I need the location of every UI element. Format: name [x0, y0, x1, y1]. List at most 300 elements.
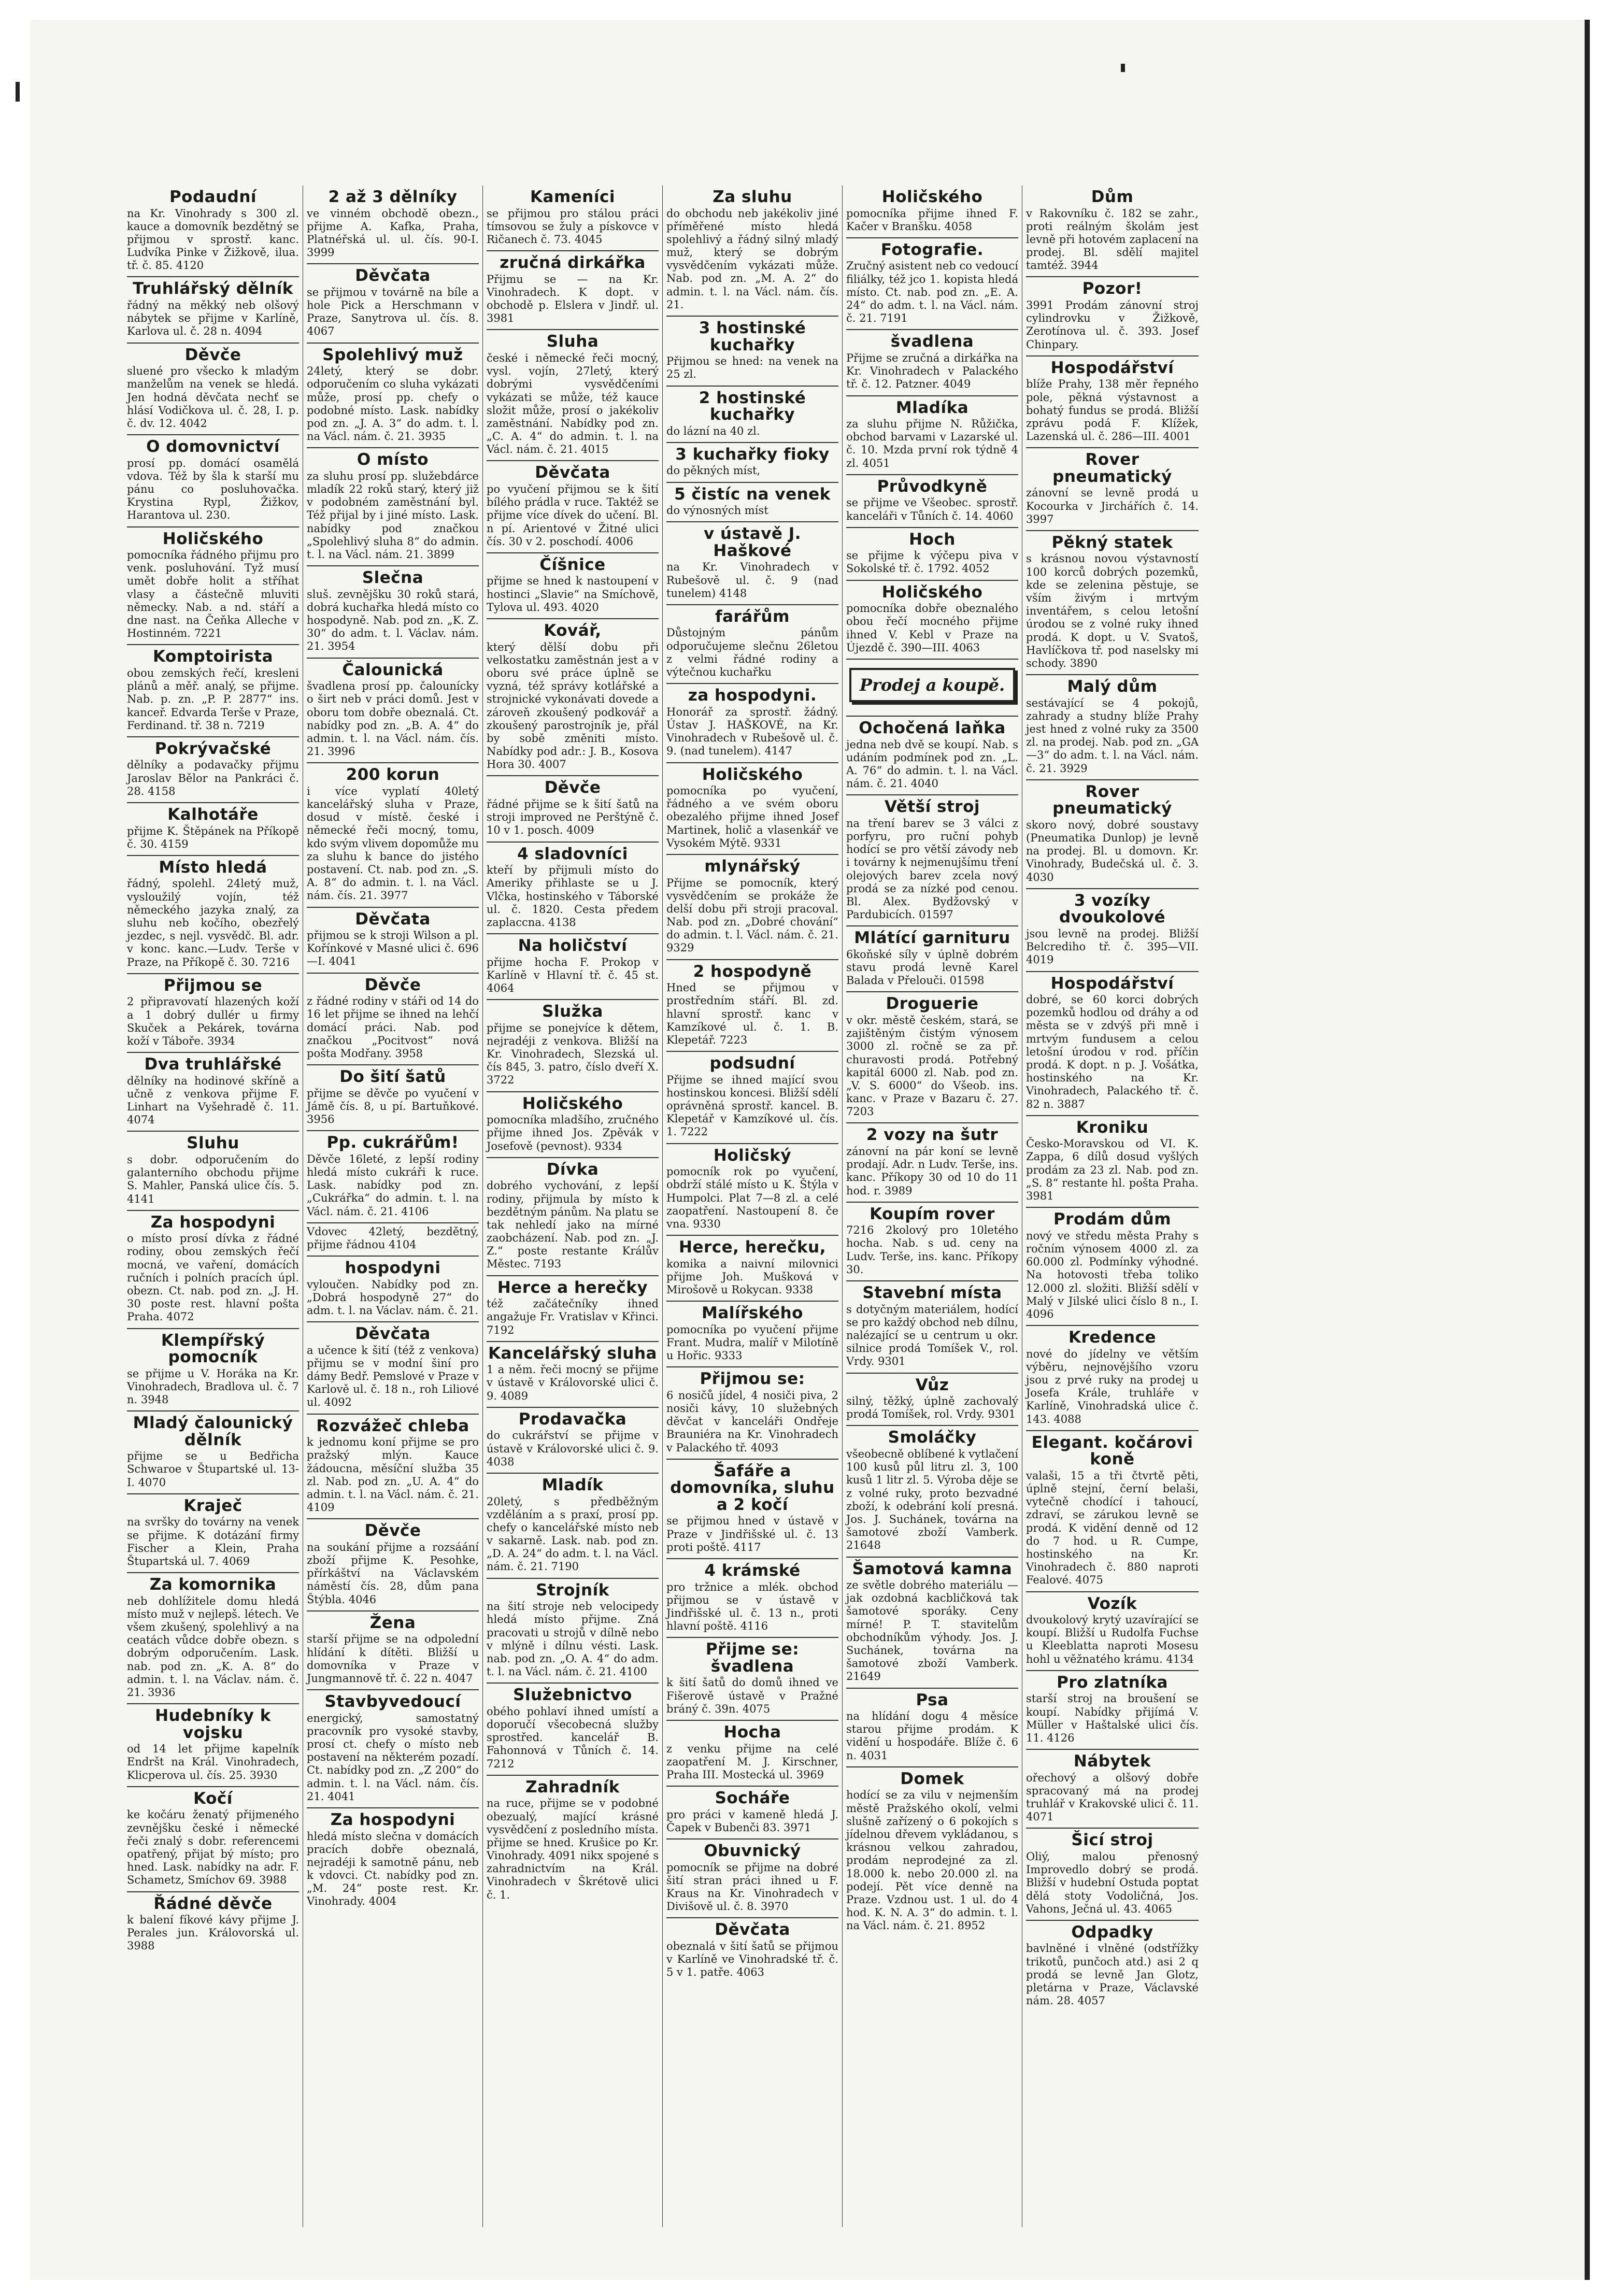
ad-body: Honorář za sprostř. žádný. Ústav J. HAŠKOVÉ, na Kr. Vinohradech v Rubešově ul. č. 9. (nad tunelem). 4147	[666, 705, 838, 758]
ad-headline: Kancelářský sluha	[488, 1344, 657, 1363]
classified-ad	[307, 763, 479, 907]
ad-headline: Klempířský pomocník	[161, 1331, 265, 1367]
ad-headline: Holičského	[881, 582, 983, 602]
ad-headline: Kovář,	[544, 621, 602, 640]
ad-headline: O domovnictví	[146, 437, 280, 457]
classified-ad	[307, 566, 479, 658]
classified-ad	[846, 581, 1018, 660]
ad-headline: Průvodkyně	[877, 477, 988, 496]
ad-body: skoro nový, dobré soustavy (Pneumatika Dunlop) je levně na prodej. Bl. u domovn. Kr. Vinohrady, Budečská ul. č. 3. 4030	[1026, 818, 1199, 883]
ad-body: dobrého vychování, z lepší rodiny, přijmula by místo k bezdětným pánům. Na platu se tak nehledí jako na mírné zaobcházení. Nab. pod zn. „J. Z.“ poste restante Králův Městec. 7193	[487, 1179, 659, 1271]
ad-body: v Rakovníku č. 182 se zahr., proti reálným školám jest levně při hotovém zaplacení na prodej. Bl. sdělí majitel tamtéž. 3944	[1026, 207, 1199, 272]
ad-body: na tření barev se 3 válci z porfyru, pro ruční pohyb hodící se pro větší závody neb i továrny k nejmenujšímu tření olejových barev zcela nový prodá se za nízké pod cenou. Bl. Alex. Bydžovský v Pardubicích. 01597	[846, 817, 1018, 921]
ad-body: obého pohlaví ihned umístí a doporučí všecobecná služby sprostřed. kancelář B. Fahonnová v Tůních č. 14. 7212	[487, 1705, 659, 1770]
classified-ad	[1026, 1116, 1199, 1208]
ad-body: starší přijme se na odpolední hlídání k dítěti. Bližší u domovníka v Praze v Jungmannově tř. č. 22 n. 4047	[307, 1633, 479, 1685]
section-heading-box: Prodej a koupě.	[849, 668, 1015, 702]
classified-column	[843, 186, 1022, 2227]
classified-ad	[846, 1426, 1018, 1557]
ad-body: starší stroj na broušení se koupí. Nabídky přijímá V. Müller v Haštalské ulici čís. 11. 4126	[1026, 1692, 1199, 1744]
classified-ad	[487, 1408, 659, 1474]
ad-headline: Pokrývačské	[154, 739, 272, 758]
ad-headline: Pozor!	[1082, 279, 1143, 298]
ad-body: silný, těžký, úplně zachovalý prodá Tomíšek, rol. Vrdy. 9301	[846, 1395, 1018, 1421]
ad-headline: za hospodyni.	[688, 686, 817, 705]
ad-headline: 2 až 3 dělníky	[328, 188, 458, 206]
classified-ad	[1026, 356, 1199, 448]
classified-ad	[487, 1000, 659, 1092]
ad-body: nové do jídelny ve větším výběru, nejnovějšího vzoru jsou z prvé ruky na prodej u Josefa Krále, truhláře v Karlíně, Vinohradská ulice č. 143. 4088	[1026, 1347, 1199, 1425]
classified-ad	[487, 1158, 659, 1276]
ad-body: za sluhu prosí pp. služebdárce mladík 22 roků starý, který již v podobném zaměstnání byl. Též přijal by i jiné místo. Lask. nabídky pod značkou „Spolehlivý sluha 8“ do admin. t. l. na Václ. nám. 21. 3899	[307, 469, 479, 561]
classified-ad	[487, 461, 659, 553]
classified-ad	[127, 435, 299, 527]
ad-body: na šití stroje neb velocipedy hledá místo přijme. Zná pracovati u strojů v dílně nebo v mlýně i dílnu vésti. Lask. nab. pod zn. „O. A. 4“ do adm. t. l. na Václ. nám. č. 21. 4100	[487, 1600, 659, 1678]
classified-ad	[487, 1684, 659, 1775]
ad-headline: Strojník	[536, 1580, 609, 1600]
classified-column	[663, 186, 843, 2227]
classified-ad	[127, 1211, 299, 1329]
classified-ad	[307, 1690, 479, 1808]
ad-body: řádné přijme se k šití šatů na stroji improved ne Perštýně č. 10 v 1. posch. 4009	[487, 798, 659, 837]
classified-ad	[1026, 889, 1199, 972]
ad-body: energický, samostatný pracovník pro vysoké stavby, prosí ct. chefy o místo neb postavení na některém pozadí. Ct. nabídky pod zn. „Z 200“ do admin. t. l. na Václ. nám. čís. 21. 4041	[307, 1712, 479, 1803]
ad-body: Hned se přijmou v prostředním stáří. Bl. zd. hlavní sprostř. kanc v Kamzíkové ul. č. 1. B. Klepetář. 7223	[666, 981, 838, 1046]
ad-headline: Děvčata	[355, 1324, 431, 1344]
ad-headline: Kraječ	[183, 1496, 243, 1515]
classified-ad	[846, 186, 1018, 238]
classified-ad	[487, 843, 659, 934]
ad-headline: 4 sladovníci	[517, 844, 628, 863]
ad-body: pomocník se přijme na dobré šití stran práci ihned u F. Kraus na Kr. Vinohradech v Divišově ul. č. 8. 3970	[666, 1861, 838, 1913]
ad-body: pomocníka přijme ihned F. Kačer v Branšku. 4058	[846, 207, 1018, 233]
ad-body: i více vyplatí 40letý kancelářský sluha v Praze, dosud v místě. české i německé řeči mocný, tomu, kdo svým vlivem dopomůže mu za sluhu k bance do jistého postavení. Ct. nab. pod zn. „S. A. 8“ do admin. t. l. na Václ. nám. čís. 21. 3977	[307, 785, 479, 902]
ad-body: k šití šatů do domů ihned ve Fišerově ústavě v Pražné bráný č. 39n. 4075	[666, 1676, 838, 1715]
ad-body: pomocníka mladšího, zručného přijme ihned Jos. Zpěvák v Josefově (pevnost). 9334	[487, 1114, 659, 1152]
classified-ad	[846, 475, 1018, 528]
ad-body: ke kočáru ženatý přijmeného zevnějšku české i německé řeči znalý s dobr. referencemi opatřený, přijat bý místo; pro hned. Lask. nabídky na adr. F. Schametz, Smíchov 69. 3988	[127, 1808, 299, 1887]
ad-body: bavlněné i vlněné (odstřížky trikotů, punčoch atd.) asi 2 q prodá se levně Jan Glotz, pletárna v Praze, Václavské nám. 28. 4057	[1026, 1942, 1199, 2007]
classified-ad	[307, 659, 479, 764]
ad-headline: Za sluhu	[713, 188, 792, 206]
ad-headline: Dva truhlářské	[144, 1055, 282, 1074]
classified-ad	[1026, 675, 1199, 780]
classified-ad	[846, 330, 1018, 396]
ad-headline: Šamotová kamna	[852, 1559, 1013, 1578]
ad-body: sestávající se 4 pokojů, zahrady a studny blíže Prahy jest hned z volné ruky za 3500 zl. na prodej. Nab. pod zn. „GA—3“ do adm. t. l. na Václ. nám. č. 21. 3929	[1026, 696, 1199, 775]
classified-ad	[666, 855, 838, 960]
ad-headline: Prodám dům	[1053, 1210, 1172, 1229]
ad-body: od 14 let přijme kapelník Endršt na Král. Vinohradech, Klicperova ul. čís. 25. 3930	[127, 1743, 299, 1781]
classified-ad	[846, 396, 1018, 475]
classified-ad	[846, 1767, 1018, 1937]
ad-headline: Truhlářský dělník	[133, 279, 293, 298]
ad-body: též začátečníky ihned angažuje Fr. Vratislav v Křinci. 7192	[487, 1297, 659, 1336]
ad-body: prosí pp. domácí osamělá vdova. Též by šla k starší mu pánu co posluhovačka. Krystina Rypl, Žižkov, Harantova ul. 230.	[127, 457, 299, 522]
ad-body: 24letý, který se dobr. odporučením co sluha vykázati může, prosí pp. chefy o podobné místo. Lask. nabídky pod zn. „J. A. 3“ do adm. t. l. na Václ. nám. č. 21. 3935	[307, 365, 479, 443]
ad-headline: Číšnice	[539, 555, 606, 574]
classified-ad	[307, 1808, 479, 1913]
ad-headline: podsudní	[709, 1054, 795, 1073]
classified-ad	[666, 605, 838, 684]
classified-ad	[1026, 1431, 1199, 1592]
classified-ad	[1026, 1921, 1199, 2012]
ad-body: v okr. městě českém, stará, se zajištěným čistým výnosem 3000 zl. ročně se za př. churavosti prodá. Potřebný kapitál 6000 zl. Nab. pod zn. „V. S. 6000“ do Všeob. ins. kanc. v Praze v Bazaru č. 27. 7203	[846, 1014, 1018, 1118]
ad-headline: Obuvnický	[704, 1842, 801, 1861]
ad-body: pomocníka řádného přijmu pro venk. posluhování. Tyž musí umět dobře holit a stříhat vlasy a částečně mluviti německy. Nab. a nd. stáří a dne nast. na Čeňka Alleche v Hostinném. 7221	[127, 549, 299, 640]
classified-ad	[127, 1494, 299, 1573]
classified-ad	[487, 1276, 659, 1342]
classified-ad	[666, 1721, 838, 1787]
ad-headline: Holičského	[522, 1094, 623, 1113]
ad-body: dělníky a podavačky přijmu Jaroslav Bělor na Pankráci č. 28. 4158	[127, 759, 299, 797]
ad-headline: Pěkný statek	[1051, 533, 1173, 552]
ad-body: obeznalá v šití šatů se přijmou v Karlíně ve Vinohradské tř. č. 5 v 1. patře. 4063	[666, 1940, 838, 1979]
ad-body: 1 a něm. řeči mocný se přijme v ústavě v Královorské ulici č. 9. 4089	[487, 1363, 659, 1402]
ad-body: za sluhu přijme N. Růžička, obchod barvami v Lazarské ul. č. 10. Mzda první rok týdně 4 zl. 4051	[846, 418, 1018, 469]
ad-headline: Pro zlatníka	[1057, 1673, 1168, 1692]
ad-headline: švadlena	[890, 332, 974, 351]
ad-headline: 200 korun	[346, 765, 440, 785]
classified-ad	[307, 908, 479, 974]
ad-headline: Za hospodyni	[330, 1810, 455, 1829]
ad-body: zánovní se levně prodá u Kocourka v Jirchářích č. 14. 3997	[1026, 487, 1199, 525]
ad-body: na svršky do továrny na venek se přijme. K dotázání firmy Fischer a Klein, Praha Štupartská ul. 7. 4069	[127, 1516, 299, 1567]
classified-ad	[127, 1053, 299, 1132]
ad-headline: Kameníci	[530, 188, 615, 206]
ad-body: zánovní na pár koní se levně prodají. Adr. n Ludv. Terše, ins. kanc. Příkopy 30 od 10 do 11 hod. r. 3989	[846, 1145, 1018, 1197]
classified-ad	[1026, 1326, 1199, 1431]
ad-headline: 2 hospodyně	[693, 962, 812, 981]
classified-ad	[307, 448, 479, 566]
ad-body: valaši, 15 a tři čtvrtě pěti, úplně stejní, černí belaši, vytečně chodící i tahoucí, zdraví, se zárukou levně se prodá. K vidění denně od 12 do 7 hod. u R. Cumpe, hostinského na Kr. Vinohradech č. 880 naproti Fealové. 4075	[1026, 1469, 1199, 1587]
ad-headline: Kalhotáře	[167, 805, 259, 824]
ad-headline: Děvče	[364, 1521, 421, 1541]
ad-headline: Odpadky	[1071, 1922, 1153, 1942]
classified-ad	[666, 387, 838, 443]
ad-headline: Holičského	[702, 765, 803, 784]
ad-body: Přijme se ihned mající svou hostinskou koncesi. Bližší sdělí oprávněná sprostř. kancel. B. Klepetář v Kamzíkové ul. čís. 1. 7222	[666, 1073, 838, 1138]
ad-body: dělníky na hodinové skříně a učně z venkova přijme F. Linhart na Vyšehradě č. 11. 4074	[127, 1074, 299, 1126]
classified-ad	[307, 1257, 479, 1322]
ad-headline: Mladíka	[895, 398, 969, 417]
ad-headline: Hospodářství	[1050, 974, 1174, 993]
ad-body: 7216 2kolový pro 10letého hocha. Nab. s ud. ceny na Ludv. Terše, ins. kanc. Příkopy 30.	[846, 1224, 1018, 1276]
ad-headline: Přijmou se	[163, 976, 263, 995]
classified-ad	[846, 717, 1018, 795]
ad-headline: Služka	[542, 1002, 603, 1021]
classified-ad	[1026, 1829, 1199, 1920]
ad-headline: Dívka	[546, 1160, 599, 1179]
ad-body: řádný na měkký neb olšový nábytek se přijme v Karlíně, Karlova ul. č. 28 n. 4094	[127, 299, 299, 338]
classified-ad	[127, 527, 299, 646]
classified-ad	[846, 926, 1018, 992]
ad-body: z venku přijme na celé zaopatření M. J. Kirschner, Praha III. Mostecká ul. 3969	[666, 1742, 838, 1781]
ad-headline: Mladík	[542, 1475, 604, 1494]
classified-ad	[127, 186, 299, 277]
ad-body: do výnosných míst	[666, 504, 768, 517]
ad-body: pomocníka po vyučení přijme Frant. Mudra, malíř v Milotíně u Hořic. 9333	[666, 1323, 838, 1362]
classified-ad	[127, 1132, 299, 1210]
classified-ad	[666, 317, 838, 386]
ad-body: jedna neb dvě se koupí. Nab. s udáním podmínek pod zn. „L. A. 76“ do admin. t. l. na Václ. nám. č. 21. 4040	[846, 738, 1018, 790]
ad-headline: Rozvážeč chleba	[316, 1416, 469, 1435]
classified-ad	[127, 1573, 299, 1704]
ad-headline: Rover pneumatický	[1052, 782, 1172, 818]
ad-headline: Herce a herečky	[497, 1278, 648, 1297]
classified-column	[303, 186, 483, 2227]
ad-body: ořechový a olšový dobře spracovaný má na prodej truhlář v Krakovské ulici č. 11. 4071	[1026, 1771, 1199, 1823]
ad-body: 6 nosičů jídel, 4 nosiči piva, 2 nosiči kávy, 10 služebných děvčat v kanceláři Ondřeje Brauniéra na Kr. Vinohradech v Palackého tř. 4093	[666, 1389, 838, 1454]
ad-body: pomocníka po vyučení, řádného a ve svém oboru obezalého přijme ihned Josef Martinek, holič a vlasenkář ve Vysokém Mýtě. 9331	[666, 785, 838, 849]
ad-body: sluené pro všecko k mladým manželům na venek se hledá. Jen hodná děvčata nechť se hlásí Vodičkova ul. č. 28, I. p. č. dv. 12. 4042	[127, 365, 299, 430]
classified-ad	[127, 1892, 299, 1957]
classified-ad	[307, 1415, 479, 1520]
ad-headline: Malířského	[702, 1304, 803, 1323]
classified-ad	[487, 251, 659, 330]
ad-body: Přijme se pomocník, který vysvědčením se prokáže že delší dobu při stroji pracoval. Nab. pod zn. „Dobré chování“ do admin. t. l. Václ. nám. č. 21. 9329	[666, 876, 838, 954]
ad-headline: v ústavě J. Haškové	[703, 524, 802, 560]
ad-body: Přijme se zručná a dirkářka na Kr. Vinohradech v Palackého tř. č. 12. Patzner. 4049	[846, 351, 1018, 391]
ad-headline: Holičského	[162, 529, 264, 548]
classified-ad	[127, 344, 299, 435]
ad-body: 2 připravovatí hlazených koží a 1 dobrý dullér u firmy Skuček a Pekárek, továrna koží v Táboře. 3934	[127, 995, 299, 1047]
classified-ad	[846, 528, 1018, 581]
classified-ad	[487, 330, 659, 461]
ad-body: s dotyčným materiálem, hodící se pro každý obchod neb dílnu, nalézající se u centrum u okr. silnice prodá Tomíšek V., rol. Vrdy. 9301	[846, 1303, 1018, 1368]
classified-ad	[127, 277, 299, 343]
ad-headline: Psa	[916, 1690, 949, 1709]
ad-headline: Ochočená laňka	[859, 718, 1006, 737]
ad-headline: farářům	[715, 607, 790, 626]
classified-ad	[487, 1474, 659, 1579]
ad-body: který dělší dobu při velkostatku zaměstnán jest a v oboru své práce úplně se vyzná, též správy kotlářské a strojnické vykonávati dovede a zároveň zkoušený podkovář a zkoušený parostrojník je, přál by sobě změniti místo. Nabídky pod adr.: J. B., Kosova Hora 30. 4007	[487, 640, 659, 771]
ad-body: na soukání přijme a rozsáání zboží přijme K. Pesohke, přírkáštví na Václavském náměstí čís. 28, dům pana Štýbla. 4046	[307, 1541, 479, 1606]
classified-ad	[846, 1374, 1018, 1427]
classified-ad	[307, 1322, 479, 1414]
classified-ad	[666, 1559, 838, 1638]
ad-body: pomocník rok po vyučení, obdrží stálé místo u K. Štýla v Humpolci. Plat 7—8 zl. a celé zaopatření. Nastoupení 8. če vna. 9330	[666, 1165, 838, 1230]
ad-headline: Šicí stroj	[1071, 1831, 1153, 1850]
classified-ad	[846, 795, 1018, 926]
ad-body: Děvče 16leté, z lepší rodiny hledá místo cukráři k ruce. Lask. nabídky pod zn. „Cukrářka“ do admin. t. l. na Václ. nám. č. 21. 4106	[307, 1152, 479, 1218]
ad-headline: Žena	[369, 1613, 416, 1632]
ad-headline: O místo	[357, 450, 429, 469]
ad-body: ve vinném obchodě obezn., přijme A. Kafka, Praha, Platnéřská ul. ul. čís. 90-I. 3999	[307, 207, 479, 259]
ad-body: do lázní na 40 zl.	[666, 424, 760, 437]
ad-body: pomocníka dobře obeznalého obou řečí mocného přijme ihned V. Kebl v Praze na Újezdě č. 390—III. 4063	[846, 602, 1018, 654]
ad-body: 6koňské síly v úplně dobrém stavu prodá levně Karel Balada v Přelouči. 01598	[846, 948, 1018, 987]
ad-headline: Podaudní	[169, 188, 257, 206]
classified-ad	[487, 1776, 659, 1906]
ad-headline: Hudebníky k vojsku	[155, 1706, 271, 1742]
ad-headline: Děvčata	[715, 1920, 790, 1940]
ad-body: s krásnou novou výstavností 100 korců dobrých pozemků, kde se zelenina pěstuje, se vším živým i mrtvým inventářem, s celou letošní úrodou se z volné ruky ihned prodá. K dopt. u V. Svatoš, Havlíčkova tř. pod naselsky mi schody. 3890	[1026, 552, 1199, 669]
ad-headline: Domek	[900, 1769, 964, 1788]
classified-ad	[1026, 277, 1199, 356]
ad-body: řádný, spolehl. 24letý muž, vysloužilý vojín, též německého jazyka znalý, za sluhu neb kočího, obezřelý jezdec, s nejl. vysvědč. Bl. adr. v konc. kanc.—Ludv. Terše v Praze, na Příkopě č. 30. 7216	[127, 877, 299, 968]
classified-column	[123, 186, 303, 2227]
classified-ad	[127, 974, 299, 1053]
classified-ad	[666, 483, 838, 523]
ad-body: na ruce, přijme se v podobné obezualý, mající krásné vysvědčení z posledního místa. přijme se hned. Krušice po Kr. Vinohrady. 4091 nikx spojené s zahradnictvím na Král. Vinohradech v Škrétově ulici č. 1.	[487, 1797, 659, 1901]
ad-headline: Hoch	[909, 530, 956, 549]
ad-body: 20letý, s předběžným vzděláním a s praxí, prosí pp. chefy o kancelářské místo neb v sakarně. Lask. nab. pod zn. „D. A. 24“ do adm. t. l. na Václ. nám. č. 21. 7190	[487, 1495, 659, 1573]
ad-body: 3991 Prodám zánovní stroj cylindrovku v Žižkově, Zerotínova ul. č. 393. Josef Chinpary.	[1026, 299, 1199, 351]
ad-headline: hospodyni	[345, 1259, 441, 1278]
classified-ad	[127, 737, 299, 803]
ad-body: se přijme u V. Horáka na Kr. Vinohradech, Bradlova ul. č. 7 n. 3948	[127, 1367, 299, 1406]
ad-headline: Malý dům	[1067, 677, 1158, 696]
classified-ad	[1026, 1592, 1199, 1671]
ad-body: a učence k šití (též z venkova) přijmu se v modní šiní pro dámy Bedř. Pemslové v Praze v Karlově ul. č. 18 n., roh Liliové ul. 4092	[307, 1344, 479, 1409]
ad-headline: Slečna	[362, 568, 424, 588]
ad-headline: 2 hostinské kuchařky	[699, 388, 806, 424]
ad-headline: Řádné děvče	[153, 1894, 273, 1913]
classified-column	[1022, 186, 1202, 2227]
classified-ad	[127, 645, 299, 737]
classified-ad	[1026, 186, 1199, 277]
ad-headline: Mladý čalounický dělník	[133, 1414, 293, 1449]
ad-headline: Holičského	[881, 188, 983, 206]
ad-headline: Zahradník	[525, 1777, 620, 1796]
ad-headline: Komptoirista	[152, 647, 274, 666]
ad-body: přijme K. Štěpánek na Příkopě č. 30. 4159	[127, 824, 299, 850]
classified-column	[483, 186, 663, 2227]
ad-headline: Přijmou se:	[700, 1370, 805, 1389]
ad-body: obou zemských řečí, kresleni plánů a měř. analý, se přijme. Nab. p. zn. „P. P. 2877“ ins. kanceř. Edvarda Terše v Praze, Ferdinand. tř. 38 n. 7219	[127, 666, 299, 732]
ad-body: Česko-Moravskou od VI. K. Zappa, 6 dílů dosud vyšlých prodám za 23 zl. Nab. pod zn. „S. 8“ restante hl. pošta Praha. 3981	[1026, 1137, 1199, 1203]
ad-body: dobré, se 60 korci dobrých pozemků hodlou od dráhy a od města se v zdvýš při mně i mrtvým fundusem a celou letošní úrodou v rod. příčin prodá. K dopt. n p. J. Vošátka, hostinského na Kr. Vinohradech, Palackého tř. č. 82 n. 3887	[1026, 993, 1199, 1110]
classified-ad	[666, 960, 838, 1052]
binding-mark	[16, 82, 20, 102]
ad-headline: mlynářský	[704, 857, 801, 876]
ad-headline: Děvčata	[355, 266, 431, 286]
ad-body: švadlena prosí pp. čalounícky o širt neb v práci domů. Jest v oboru tom dobře obeznalá. Ct. nabídky pod zn. „B. A. 4“ do admin. t. l. na Václ. nám. čís. 21. 3996	[307, 680, 479, 758]
ad-headline: Šafáře a domovníka, sluhu a 2 kočí	[670, 1461, 835, 1514]
classified-ad	[487, 934, 659, 1000]
classified-ad	[307, 1519, 479, 1611]
ad-headline: Děvče	[544, 778, 601, 797]
classified-ad	[307, 186, 479, 264]
classified-ad	[846, 238, 1018, 330]
ad-headline: Fotografie.	[880, 240, 984, 259]
classified-ad	[1026, 1750, 1199, 1829]
ad-body: přijme se hned k nastoupení v hostinci „Slavie“ na Smíchově, Tylova ul. 493. 4020	[487, 575, 659, 614]
classified-ad	[127, 1704, 299, 1787]
ad-body: s dobr. odporučením do galanterního obchodu přijme S. Mahler, Panská ulice čís. 5. 4141	[127, 1153, 299, 1205]
ad-body: se přijme k výčepu piva v Sokolské tř. č. 1792. 4052	[846, 549, 1018, 575]
ad-body: k jednomu koní přijme se pro pražský mlýn. Kauce žádoucna, měsíční služba 35 zl. Nab. pod zn. „U. A. 4“ do admin. t. l. na Václ. nám. č. 21. 4109	[307, 1436, 479, 1514]
ad-body: po vyučení přijmou se k šití bílého prádla v ruce. Taktéž se přijme více dívek do učení. Bl. n pí. Arientové v Žitné ulici čís. 30 v 2. poschodí. 4006	[487, 483, 659, 548]
classified-ad	[1026, 531, 1199, 675]
ad-body: vyloučen. Nabídky pod zn. „Dobrá hospodyně 27“ do adm. t. l. na Václav. nám. č. 21.	[307, 1278, 479, 1317]
ad-headline: Smoláčky	[888, 1428, 977, 1447]
ad-body: do cukrářství se přijme v ústavě v Královorské ulici č. 9. 4038	[487, 1429, 659, 1468]
ad-headline: Elegant. kočárovi koně	[1031, 1433, 1193, 1469]
ad-headline: Vozík	[1087, 1594, 1137, 1613]
ad-body: hledá místo slečna v domácích pracích dobře obeznalá, nejradéji k samotně pánu, neb k vdovci. Ct. nabídky pod zn. „M. 24“ poste rest. Kr. Vinohrady. 4004	[307, 1830, 479, 1908]
ad-body: na Kr. Vinohradech v Rubešově ul. č. 9 (nad tunelem) 4148	[666, 561, 838, 600]
classified-columns	[123, 186, 1564, 2227]
ad-headline: Spolehlivý muž	[322, 345, 463, 364]
ad-body: hodící se za vilu v nejmenším městě Pražského okolí, velmi slušně zařízený o 6 pokojích s jídelnou dřevem vykládanou, s krásnou velkou zahradou, prodám neprodejné za zl. 18.000 k. nebo 20.000 zl. na podejí. Pět více denně na Praze. Vzdnou ust. 1 ul. do 4 hod. K. N. A. 3“ do admin. t. l. na Václ. nám. č. 21. 8952	[846, 1789, 1018, 1932]
classified-ad	[487, 1342, 659, 1408]
ad-headline: Hocha	[723, 1722, 781, 1742]
ad-headline: Čalounická	[342, 660, 444, 679]
ad-headline: Děvče	[364, 975, 421, 994]
classified-ad	[127, 1787, 299, 1892]
classified-ad	[127, 803, 299, 856]
classified-ad	[1026, 448, 1199, 531]
ad-body: na hlídání dogu 4 měsíce starou přijme prodám. K vidění u hospodáře. Blíže č. 6 n. 4031	[846, 1710, 1018, 1762]
ad-headline: Mlátící garnituru	[854, 929, 1010, 948]
ad-headline: 4 krámské	[704, 1561, 801, 1580]
ad-headline: Děvče	[184, 345, 241, 364]
ad-body: pro tržnice a mlék. obchod přijmou se v ústavě v Jindřišské ul. č. 13 n., proti hlavní poště. 4116	[666, 1580, 838, 1633]
ad-headline: Stavební místa	[862, 1284, 1002, 1303]
ad-body: jsou levně na prodej. Bližší Belcrediho tř. č. 395—VII. 4019	[1026, 927, 1199, 966]
ad-headline: Vůz	[915, 1375, 949, 1394]
ad-body: blíže Prahy, 138 měr řepného pole, pěkná výstavnost a bohatý fundus se prodá. Bližší zprávu podá F. Klížek, Lazenská ul. č. 286—III. 4001	[1026, 378, 1199, 443]
ad-body: Vdovec 42letý, bezdětný, přijme řádnou 4104	[307, 1225, 479, 1251]
ad-body: se přijmou v továrně na bíle a hole Pick a Herschmann v Praze, Sanytrova ul. čís. 8. 4067	[307, 286, 479, 338]
ad-body: přijmou se k stroji Wilson a pl. Kořínkové v Masné ulici č. 696—I. 4041	[307, 929, 479, 968]
classified-ad	[666, 1787, 838, 1839]
classified-ad	[307, 1131, 479, 1223]
ad-headline: Místo hledá	[159, 858, 267, 877]
ad-body: přijme se ponejvíce k dětem, nejradéji z venkova. Bližší na Kr. Vinohradech, Slezská ul. čís 845, 3. patro, číslo dveří X. 3722	[487, 1021, 659, 1087]
ad-body: české i německé řeči mocný, vysl. vojín, 27letý, který dobrými vysvědčeními vykázati se může, též kauce složit může, prosí o jakékoliv zaměstnání. Nabídky pod zn. „C. A. 4“ do admin. t. l. na Václ. nám. č. 21. 4015	[487, 351, 659, 456]
ad-headline: Koupím rover	[870, 1204, 995, 1223]
classified-ad	[307, 1612, 479, 1690]
classified-ad	[666, 443, 838, 483]
classified-ad	[846, 1558, 1018, 1689]
classified-ad	[307, 264, 479, 343]
ad-headline: Služebnictvo	[513, 1686, 632, 1705]
ad-body: se přijme ve Všeobec. sprostř. kanceláři v Tůních č. 14. 4060	[846, 496, 1018, 522]
classified-ad	[666, 1302, 838, 1367]
classified-ad	[666, 522, 838, 605]
ad-body: Zručný asistent neb co vedoucí filiálky, též jco 1. kopista hledá místo. Ct. nab. pod zn. „E. A. 24“ do adm. t. l. na Václ. nám. č. 21. 7191	[846, 260, 1018, 325]
ad-body: přijme se u Bedřicha Schwaroe v Štupartské ul. 13-I. 4070	[127, 1450, 299, 1489]
classified-ad	[487, 1092, 659, 1158]
ad-body: komika a naivní milovnici přijme Joh. Mušková v Mirošově u Rokycan. 9338	[666, 1257, 838, 1296]
ad-headline: Rover pneumatický	[1052, 450, 1172, 486]
ad-body: všeobecně oblíbené k vytlačení 100 kusů půl litru zl. 3, 100 kusů 1 litr zl. 5. Výroba děje se z volné ruky, proto bezvadné zboží, k odebrání kolí presná. Jos. J. Suchánek, továrna na šamotové zboží Vamberk. 21648	[846, 1448, 1018, 1552]
ad-headline: Prodavačka	[518, 1409, 627, 1429]
ad-body: do obchodu neb jakékoliv jiné příměřené místo hledá spolehlivý a řádný silný mladý muž, který se dobrým vysvědčením vykázati může. Nab. pod zn. „M. A. 2“ do admin. t. l. na Václ. nám. čís. 21.	[666, 207, 838, 311]
ad-headline: Děvčata	[355, 909, 431, 929]
classified-ad	[666, 1052, 838, 1144]
ad-body: Důstojným pánům odporučujeme slečnu 26letou z velmi řádné rodiny a výtečnou kuchařku	[666, 626, 838, 679]
ad-headline: Holičský	[713, 1146, 792, 1165]
ad-headline: Hospodářství	[1050, 358, 1174, 377]
classified-ad	[846, 660, 1018, 717]
classified-ad	[1026, 972, 1199, 1116]
classified-ad	[487, 1579, 659, 1684]
classified-ad	[487, 776, 659, 842]
ad-body: přijme hocha F. Prokop v Karlíně v Hlavní tř. č. 45 st. 4064	[487, 956, 659, 994]
ad-headline: Stavbyvedoucí	[324, 1692, 461, 1712]
ad-body: do pěkných míst,	[666, 464, 761, 477]
classified-ad	[666, 1918, 838, 1983]
classified-ad	[307, 1223, 479, 1257]
ad-body: sluš. zevnějšku 30 roků stará, dobrá kuchařka hledá místo co hospodyně. Nab. pod zn. „K. Z. 30“ do adm. t. l. Václav. nám. 21. 3954	[307, 588, 479, 653]
ad-headline: 3 vozíky dvoukolové	[1059, 891, 1165, 927]
ad-body: z řádné rodiny v stáři od 14 do 16 let přijme se ihned na lehčí domácí práci. Nab. pod značkou „Pocitvost“ nová pošta Modřany. 3958	[307, 995, 479, 1060]
classified-ad	[487, 553, 659, 619]
